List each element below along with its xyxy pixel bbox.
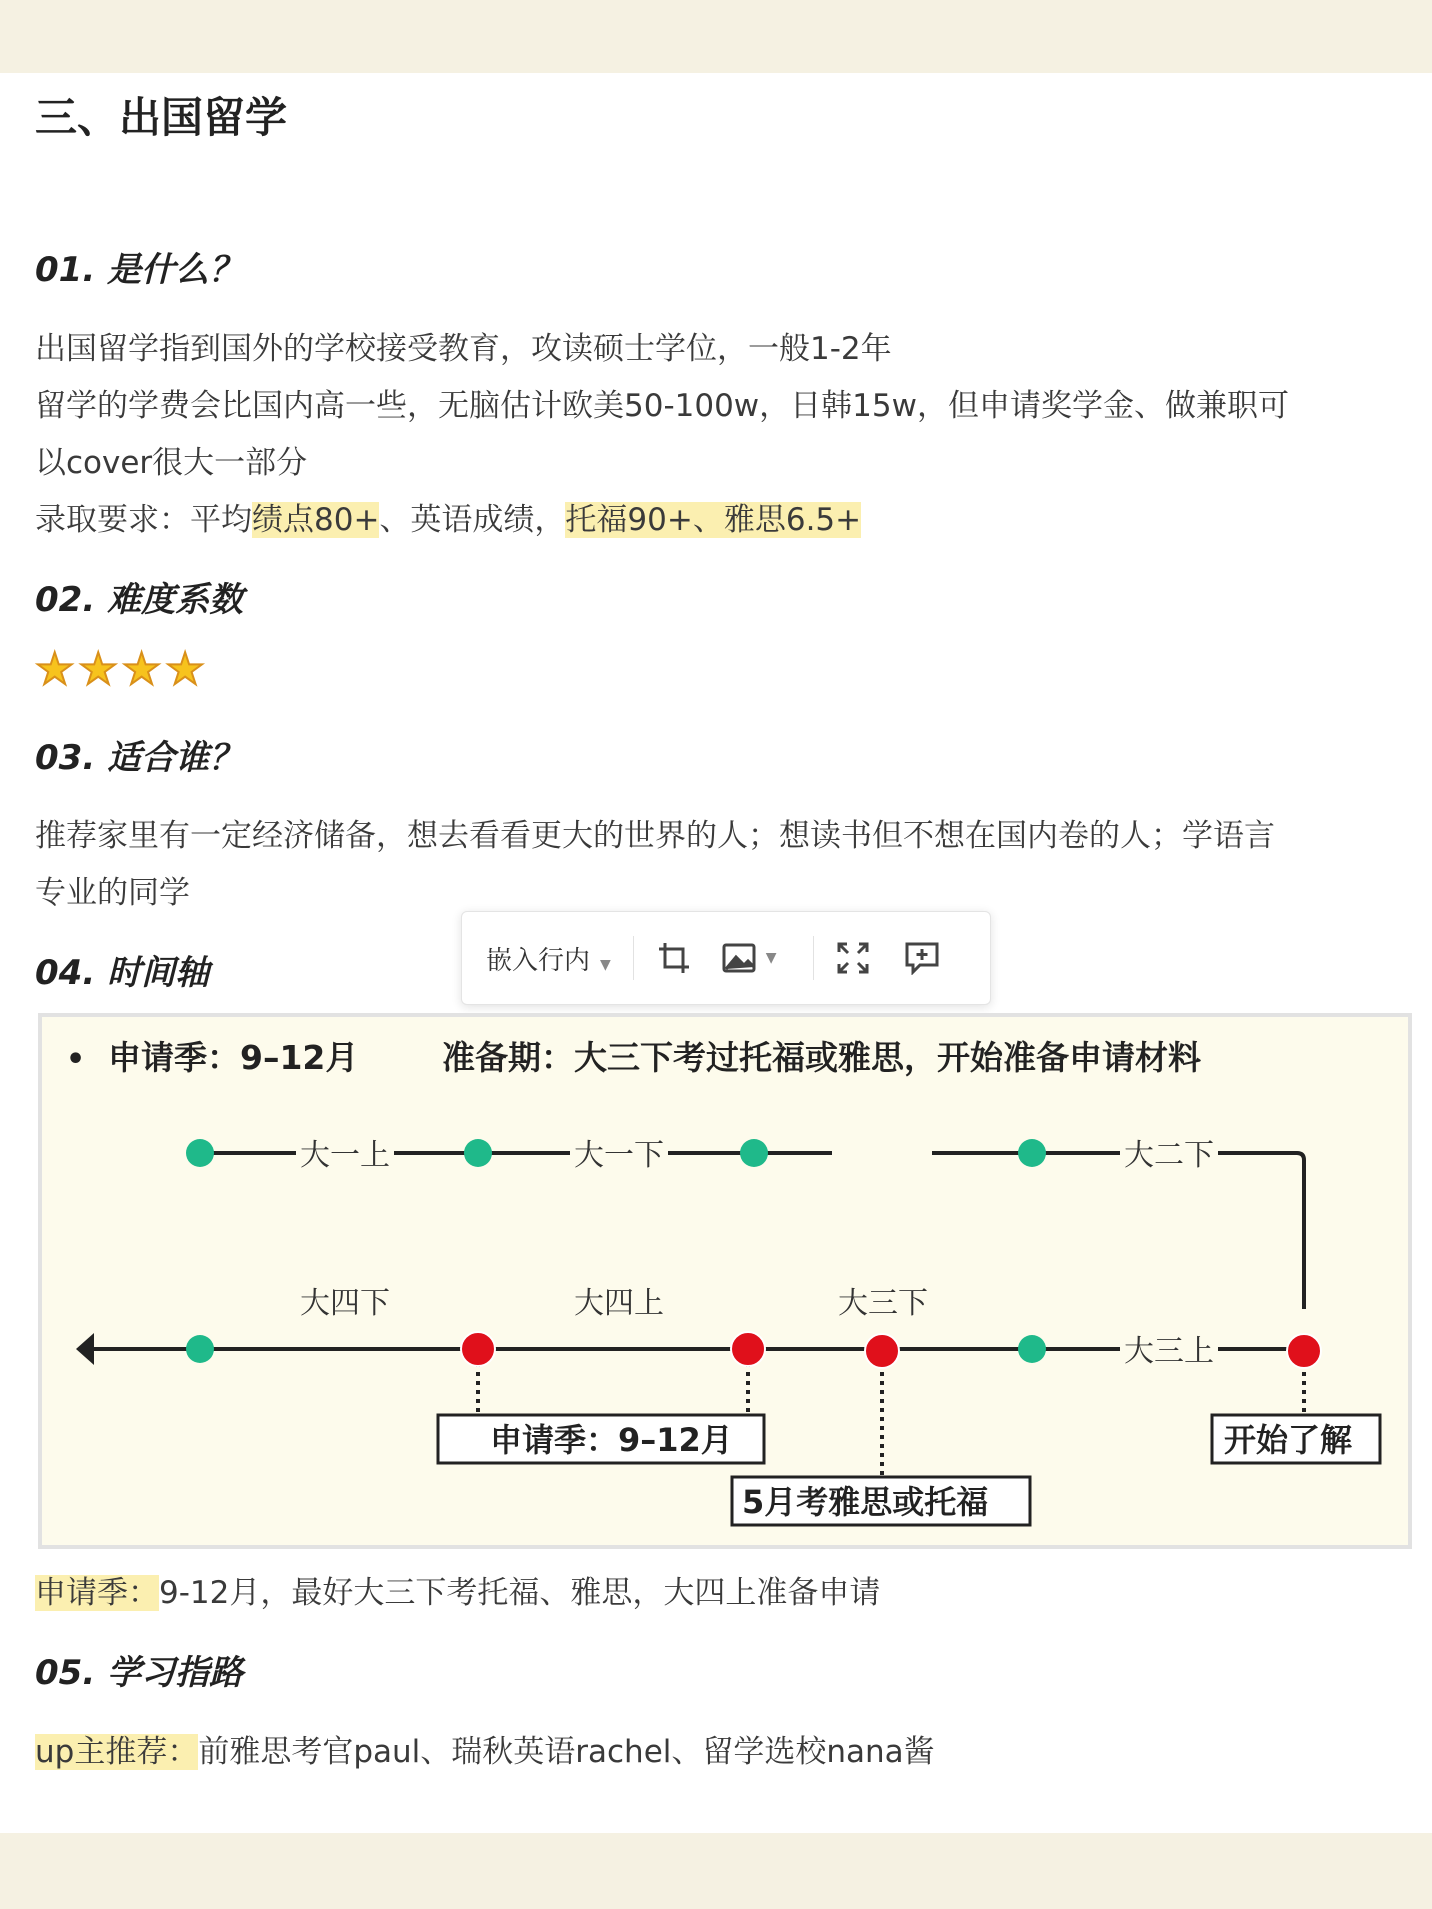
- recommend-highlight: up主推荐：: [35, 1734, 199, 1770]
- gpa-highlight: 绩点80+: [252, 502, 380, 538]
- key-milestone-dot: [461, 1332, 495, 1366]
- timeline-note-highlight: 申请季：: [35, 1575, 159, 1611]
- label-senior-1: 大四上: [574, 1286, 664, 1321]
- timeline-note-text: 9-12月，最好大三下考托福、雅思，大四上准备申请: [159, 1575, 881, 1611]
- requirements-line: [35, 494, 861, 539]
- star-icon: ★: [78, 644, 118, 695]
- label-junior-1: 大三上: [1124, 1334, 1214, 1369]
- caret-down-icon: ▼: [600, 956, 611, 973]
- embed-inline-label: 嵌入行内: [486, 945, 591, 976]
- heading-timeline: 04. 时间轴: [35, 953, 210, 993]
- heading-difficulty: 02. 难度系数: [35, 580, 244, 620]
- star-icon: ★: [165, 644, 205, 695]
- difficulty-stars: [35, 644, 205, 695]
- timeline-prep-label: 准备期：大三下考过托福或雅思，开始准备申请材料: [442, 1038, 1201, 1077]
- who-line-2: 专业的同学: [35, 875, 190, 911]
- timeline-note: [35, 1567, 880, 1612]
- caret-down-icon: ▼: [765, 950, 777, 966]
- what-line-3: 以cover很大一部分: [35, 445, 308, 481]
- callout-exam-text: 5月考雅思或托福: [742, 1483, 989, 1521]
- add-comment-icon[interactable]: [904, 941, 940, 975]
- what-line-2: 留学的学费会比国内高一些，无脑估计欧美50-100w，日韩15w，但申请奖学金、做兼职可: [35, 388, 1289, 424]
- section-title: 三、出国留学: [35, 93, 288, 142]
- callout-start-text: 开始了解: [1224, 1421, 1353, 1459]
- timeline-image: [38, 1013, 1412, 1549]
- blurred-label-area: [832, 1141, 932, 1165]
- what-line-1: 出国留学指到国外的学校接受教育，攻读硕士学位，一般1-2年: [35, 331, 892, 367]
- timeline-season-label: 申请季：9–12月: [108, 1038, 359, 1077]
- milestone-dot: [740, 1139, 768, 1167]
- crop-icon[interactable]: [656, 940, 692, 976]
- milestone-dot: [464, 1139, 492, 1167]
- toolbar-divider: [813, 936, 814, 980]
- heading-guide: 05. 学习指路: [35, 1653, 244, 1693]
- recommend-text: 前雅思考官paul、瑞秋英语rachel、留学选校nana酱: [198, 1734, 935, 1770]
- heading-who: 03. 适合谁？: [35, 738, 244, 778]
- star-icon: ★: [121, 644, 162, 695]
- requirements-mid: 、英语成绩，: [379, 502, 566, 538]
- milestone-dot: [1018, 1335, 1046, 1363]
- label-senior-2: 大四下: [300, 1286, 390, 1321]
- milestone-dot: [186, 1139, 214, 1167]
- embed-inline-dropdown[interactable]: [486, 940, 611, 977]
- key-milestone-dot: [1287, 1334, 1321, 1368]
- timeline-bullet: •: [66, 1042, 86, 1077]
- arrow-left-icon: [76, 1333, 94, 1365]
- milestone-dot: [186, 1335, 214, 1363]
- key-milestone-dot: [865, 1334, 899, 1368]
- recommend-line: [35, 1726, 935, 1771]
- key-milestone-dot: [731, 1332, 765, 1366]
- toolbar-divider: [633, 936, 634, 980]
- label-freshman-1: 大一上: [300, 1138, 390, 1173]
- language-score-highlight: 托福90+、雅思6.5+: [565, 502, 862, 538]
- star-icon: ★: [35, 644, 75, 695]
- requirements-prefix: 录取要求：平均: [35, 502, 252, 538]
- label-freshman-2: 大一下: [574, 1138, 664, 1173]
- label-junior-2: 大三下: [838, 1286, 928, 1321]
- expand-icon[interactable]: [836, 941, 870, 975]
- image-icon: [722, 943, 756, 973]
- callout-season-text: 申请季：9–12月: [490, 1421, 733, 1459]
- connector-line: [1252, 1153, 1304, 1309]
- heading-what: 01. 是什么？: [35, 250, 244, 290]
- label-sophomore-2: 大二下: [1124, 1138, 1214, 1173]
- milestone-dot: [1018, 1139, 1046, 1167]
- image-toolbar: [461, 911, 991, 1005]
- who-line-1: 推荐家里有一定经济储备，想去看看更大的世界的人；想读书但不想在国内卷的人；学语言: [35, 818, 1275, 854]
- image-options-dropdown[interactable]: [722, 943, 777, 973]
